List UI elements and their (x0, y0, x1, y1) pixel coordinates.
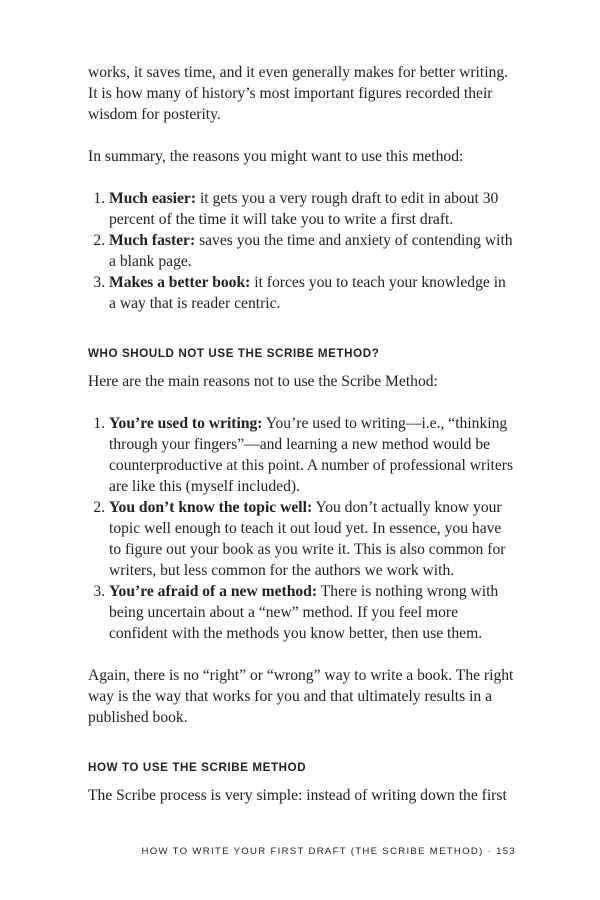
list-item-text: There is nothing wrong with being uncertain about a “new” method. If you feel more confident with the methods you know better, then use them. (109, 583, 499, 642)
list-item (109, 413, 516, 497)
list-item (109, 188, 516, 230)
list-item-text: You don’t actually know your topic well enough to teach it out loud yet. In essence, you have to figure out your book as you write it. This is also common for writers, but less common for the authors we work with. (109, 499, 506, 579)
summary-lead: In summary, the reasons you might want to use this method: (88, 148, 464, 165)
page-body (88, 62, 516, 827)
section2-lead: The Scribe process is very simple: instead of writing down the first (88, 787, 507, 804)
intro-paragraph: works, it saves time, and it even generally makes for better writing. It is how many of history’s most important figures recorded their wisdom for posterity. (88, 64, 509, 123)
footer-separator: · (483, 846, 497, 857)
section-heading-who-should-not: WHO SHOULD NOT USE THE SCRIBE METHOD? (88, 347, 380, 360)
list-item (109, 230, 516, 272)
list-item-term: You don’t know the topic well: (109, 499, 313, 516)
running-footer (88, 846, 516, 857)
page-number: 153 (496, 846, 516, 857)
list-item-text: it gets you a very rough draft to edit in about 30 percent of the time it will take you to write a first draft. (109, 190, 499, 228)
list-item-term: You’re used to writing: (109, 415, 263, 432)
list-item-term: Makes a better book: (109, 274, 251, 291)
list-item (109, 272, 516, 314)
section1-lead: Here are the main reasons not to use the Scribe Method: (88, 373, 438, 390)
list-item-text: You’re used to writing—i.e., “thinking through your fingers”—and learning a new method would be counterproductive at this point. A number of professional writers are like this (myself included). (109, 415, 514, 495)
list-item (109, 497, 516, 581)
reasons-list (88, 413, 516, 644)
list-item-term: Much faster: (109, 232, 196, 249)
running-head: HOW TO WRITE YOUR FIRST DRAFT (THE SCRIBE METHOD) (141, 846, 484, 857)
section-heading-how-to-use: HOW TO USE THE SCRIBE METHOD (88, 761, 307, 774)
summary-list (88, 188, 516, 314)
list-item-term: Much easier: (109, 190, 197, 207)
section1-closing: Again, there is no “right” or “wrong” way to write a book. The right way is the way that works for you and that ultimately results in a published book. (88, 667, 514, 726)
list-item-text: it forces you to teach your knowledge in a way that is reader centric. (109, 274, 506, 312)
list-item (109, 581, 516, 644)
list-item-term: You’re afraid of a new method: (109, 583, 318, 600)
list-item-text: saves you the time and anxiety of contending with a blank page. (109, 232, 513, 270)
